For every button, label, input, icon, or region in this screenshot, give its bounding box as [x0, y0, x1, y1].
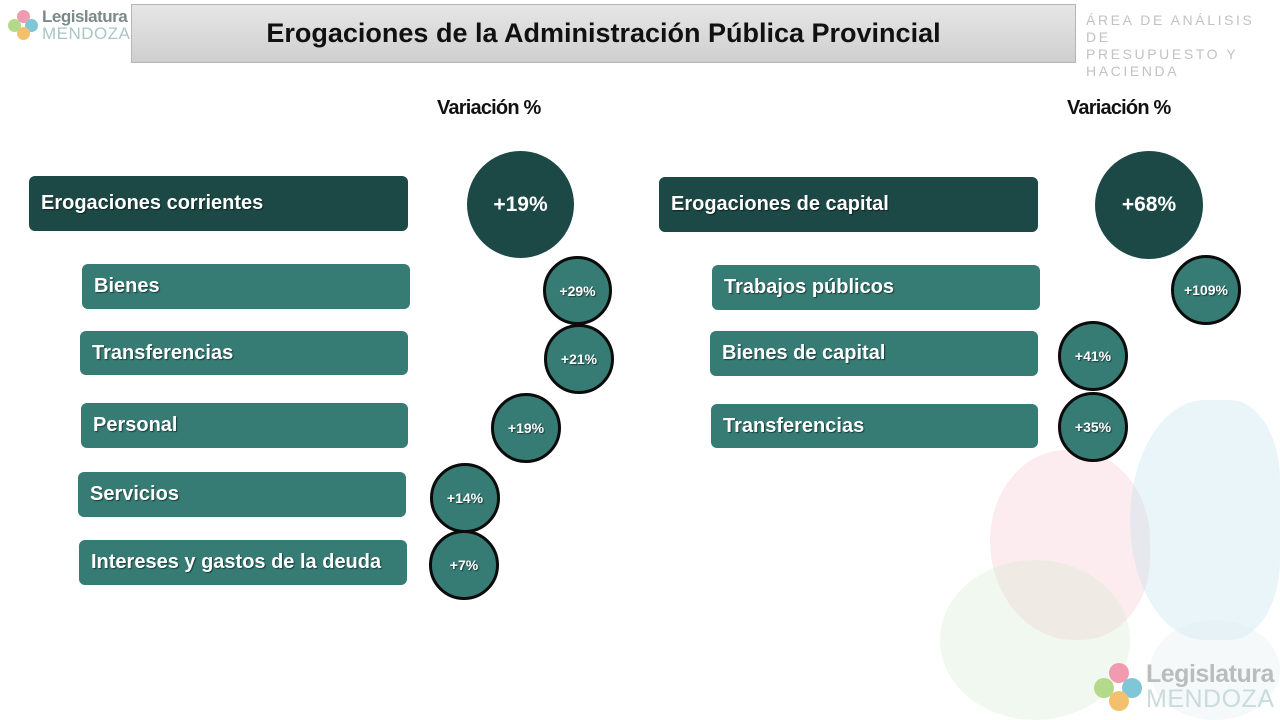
box-label: Bienes — [94, 275, 160, 297]
box-erogaciones-corrientes — [29, 176, 408, 231]
circle-value: +19% — [493, 192, 548, 216]
flower-logo-icon — [1094, 663, 1142, 711]
circle-value: +41% — [1074, 348, 1112, 364]
circle-value: +29% — [559, 282, 596, 299]
logo-mendoza-text: MENDOZA — [42, 24, 131, 43]
box-transferencias-capital — [711, 404, 1038, 448]
circle-value: +7% — [449, 557, 479, 573]
area-line-1: ÁREA DE ANÁLISIS DE — [1086, 12, 1255, 45]
title-bar — [131, 4, 1076, 63]
box-label: Intereses y gastos de la deuda — [91, 551, 382, 573]
circle-value: +109% — [1184, 282, 1228, 298]
area-subtitle — [1086, 12, 1276, 80]
left-variation-label: Variación % — [437, 97, 541, 119]
logo-legislatura-text: Legislatura — [1146, 660, 1274, 688]
circle-personal — [491, 393, 561, 463]
box-label: Trabajos públicos — [724, 276, 895, 298]
circle-bienes — [543, 256, 612, 325]
legislatura-logo-bottom — [1094, 662, 1275, 712]
box-erogaciones-capital — [659, 177, 1038, 232]
circle-value: +14% — [446, 490, 484, 506]
circle-value: +21% — [560, 351, 598, 367]
circle-erogaciones-corrientes — [467, 151, 574, 258]
flower-logo-icon — [8, 10, 38, 40]
box-bienes — [82, 264, 410, 309]
circle-erogaciones-capital — [1095, 151, 1203, 259]
box-bienes-capital — [710, 331, 1038, 376]
circle-value: +35% — [1074, 419, 1112, 435]
box-transferencias-corrientes — [80, 331, 408, 375]
circle-value: +19% — [507, 420, 545, 436]
box-intereses-deuda — [79, 540, 407, 585]
logo-legislatura-text: Legislatura — [42, 7, 128, 26]
box-label: Erogaciones de capital — [671, 193, 889, 215]
box-label: Erogaciones corrientes — [41, 192, 264, 214]
box-label: Personal — [93, 414, 178, 436]
right-variation-label: Variación % — [1067, 97, 1171, 119]
box-label: Transferencias — [723, 414, 865, 437]
circle-trabajos-publicos — [1171, 255, 1241, 325]
circle-transferencias-capital — [1058, 392, 1128, 462]
circle-servicios — [430, 463, 500, 533]
area-line-2: PRESUPUESTO Y HACIENDA — [1086, 46, 1239, 79]
box-servicios — [78, 472, 406, 517]
box-label: Transferencias — [92, 341, 234, 364]
box-personal — [81, 403, 408, 448]
box-trabajos-publicos — [712, 265, 1040, 310]
circle-intereses-deuda — [429, 530, 499, 600]
logo-mendoza-text: MENDOZA — [1146, 685, 1275, 713]
box-label: Bienes de capital — [722, 342, 886, 364]
page-title: Erogaciones de la Administración Pública Provincial — [266, 18, 941, 48]
box-label: Servicios — [90, 483, 179, 505]
circle-bienes-capital — [1058, 321, 1128, 391]
circle-value: +68% — [1121, 193, 1177, 216]
decorative-petal-blue — [1130, 400, 1280, 640]
circle-transferencias-corrientes — [544, 324, 614, 394]
legislatura-logo-top — [8, 8, 131, 42]
